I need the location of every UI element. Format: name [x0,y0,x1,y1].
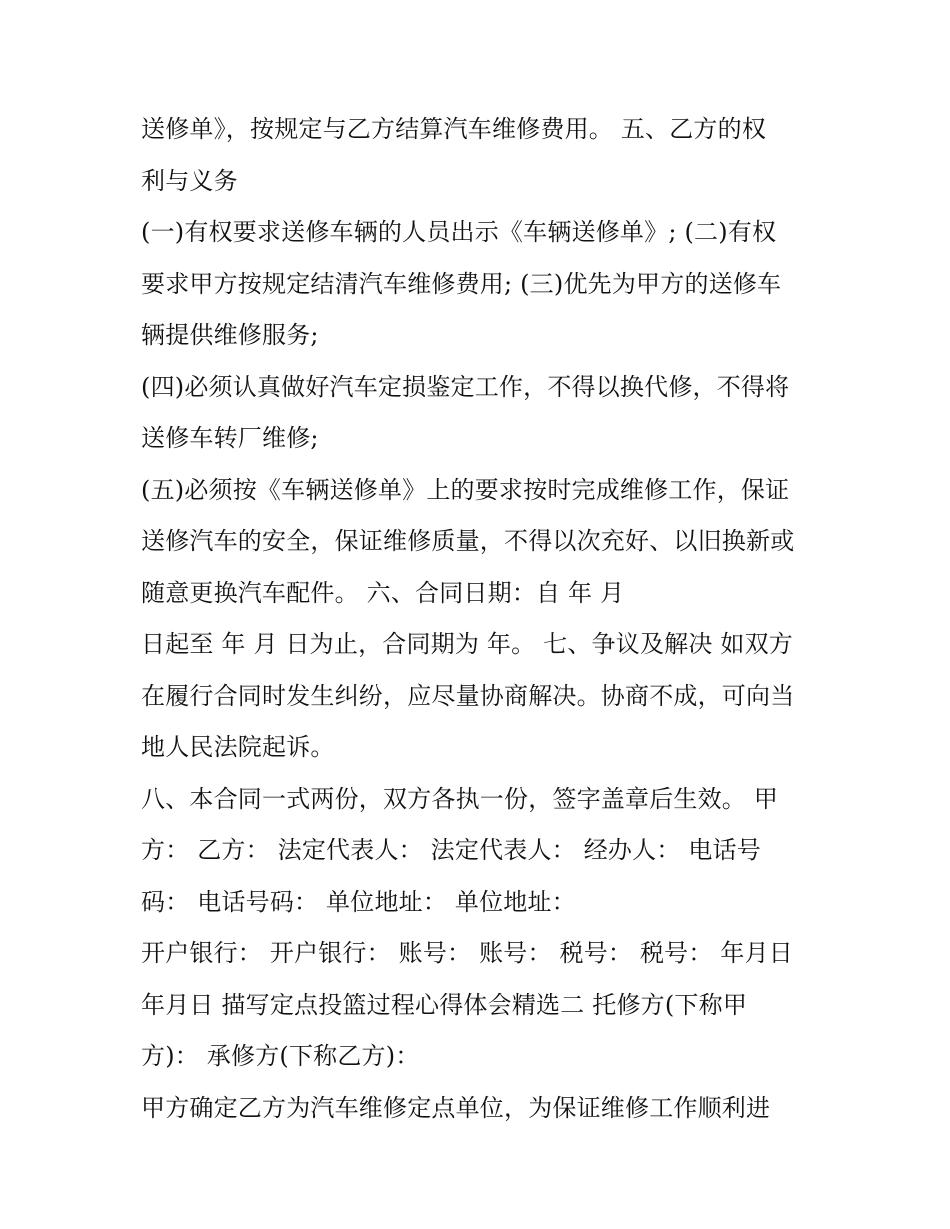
text-line: (四)必须认真做好汽车定损鉴定工作，不得以换代修，不得将 [141,372,790,401]
text-line: 送修单》，按规定与乙方结算汽车维修费用。 五、乙方的权 [141,115,767,143]
text-line: 辆提供维修服务; [141,321,319,349]
text-line: 日起至 年 月 日为止，合同期为 年。 七、争议及解决 如双方 [141,630,793,658]
text-line: 利与义务 [141,166,238,195]
text-line: (一)有权要求送修车辆的人员出示《车辆送修单》; (二)有权 [141,218,777,246]
text-line: 八、本合同一式两份，双方各执一份，签字盖章后生效。 甲 [141,784,779,813]
text-line: 要求甲方按规定结清汽车维修费用; (三)优先为甲方的送修车 [141,269,782,298]
text-line: 开户银行： 开户银行： 账号： 账号： 税号： 税号： 年月日 [141,939,793,967]
text-line: 随意更换汽车配件。 六、合同日期：自 年 月 [141,578,625,607]
text-line: 送修汽车的安全，保证维修质量，不得以次充好、以旧换新或 [141,527,795,555]
text-line: (五)必须按《车辆送修单》上的要求按时完成维修工作，保证 [141,475,790,504]
text-line: 甲方确定乙方为汽车维修定点单位，为保证维修工作顺利进 [141,1093,771,1122]
text-line: 送修车转厂维修; [141,424,319,452]
text-line: 码： 电话号码： 单位地址： 单位地址： [141,887,576,916]
text-line: 在履行合同时发生纠纷，应尽量协商解决。协商不成，可向当 [141,681,795,710]
contract-body-text [141,104,831,1134]
text-line: 年月日 描写定点投篮过程心得体会精选二 托修方(下称甲 [141,990,748,1019]
text-line: 方： 乙方： 法定代表人： 法定代表人： 经办人： 电话号 [141,836,761,864]
text-line: 地人民法院起诉。 [141,733,335,761]
text-line: 方)： 承修方(下称乙方)： [141,1042,420,1070]
